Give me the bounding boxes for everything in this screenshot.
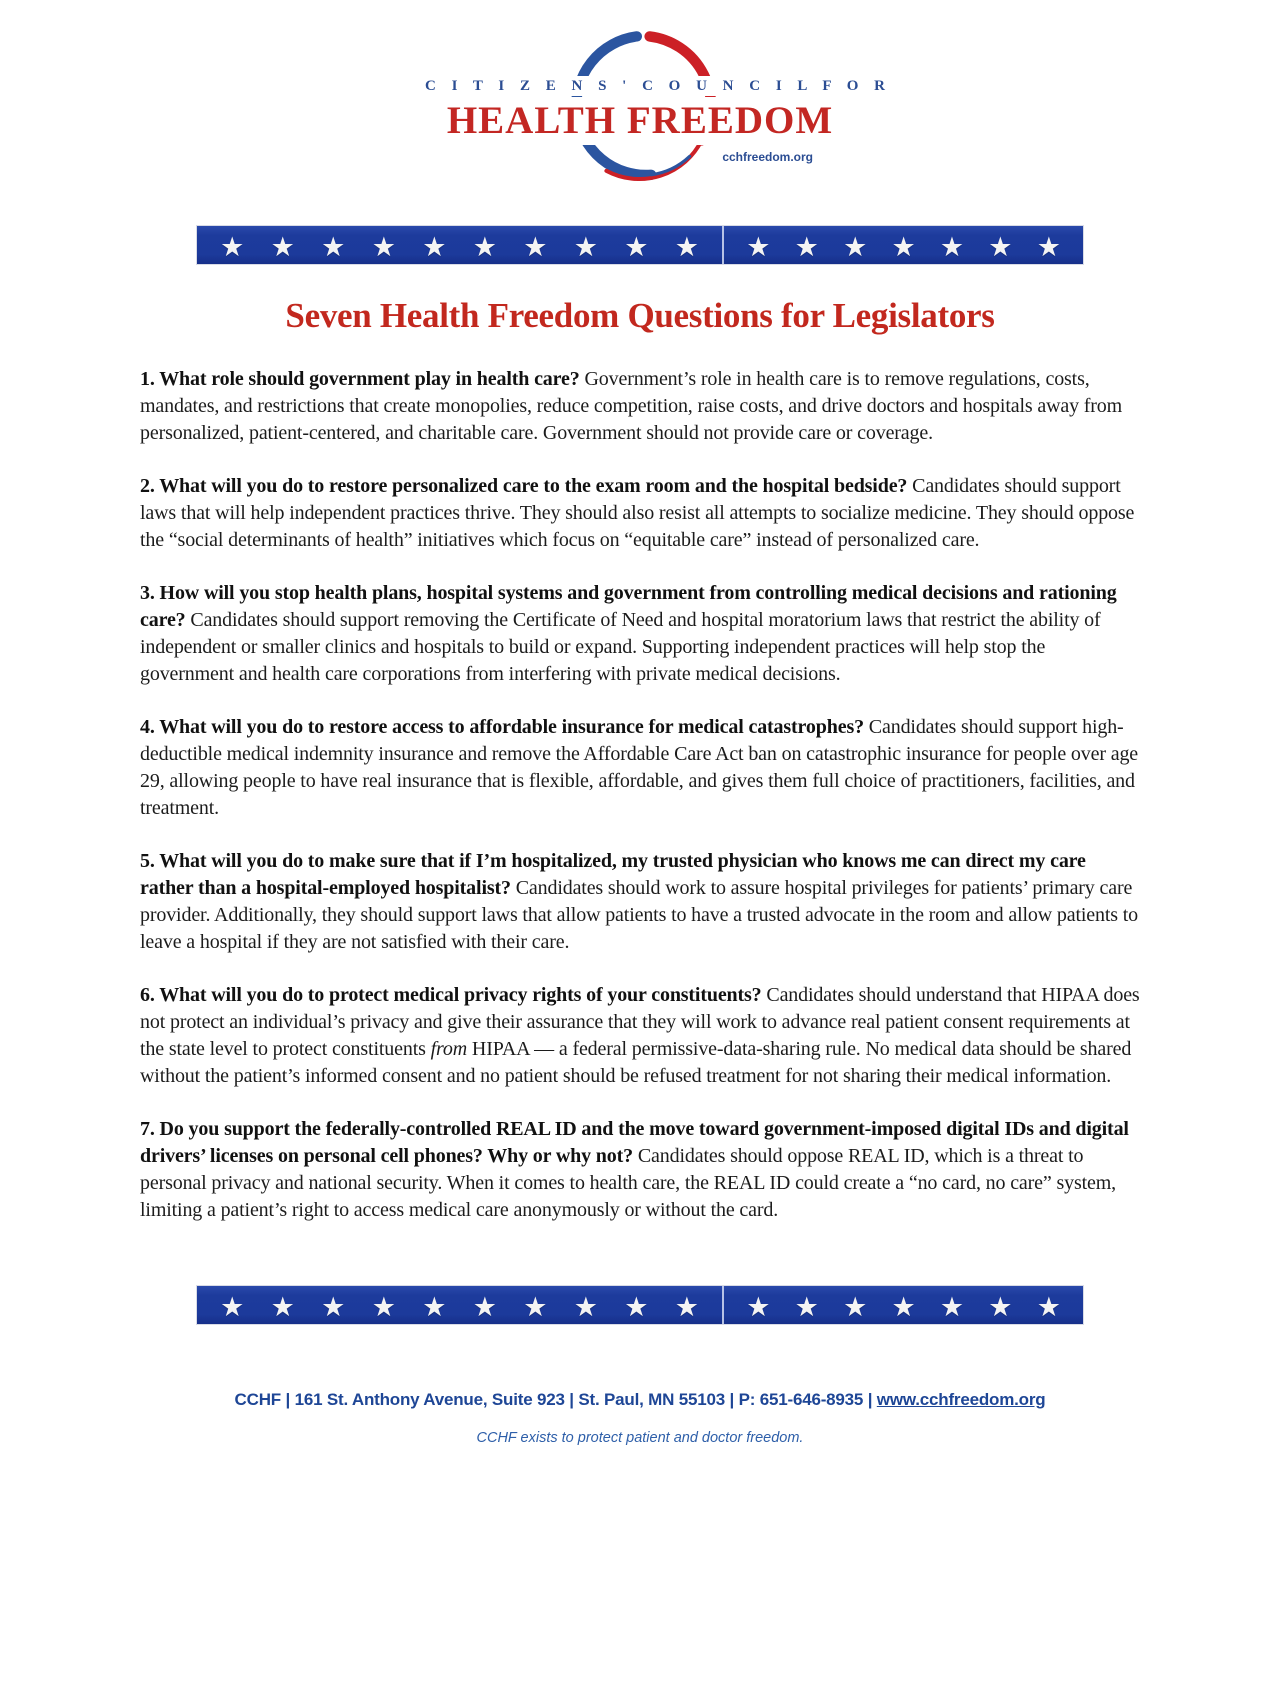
document-body xyxy=(140,366,1140,1224)
question-6-text: 6. What will you do to protect medical privacy rights of your constituents? xyxy=(140,984,762,1006)
star-icon: ★ xyxy=(472,1291,497,1322)
star-icon: ★ xyxy=(573,231,598,262)
footer-contact-line xyxy=(0,1390,1280,1410)
question-5-text: 5. What will you do to make sure that if I’m hospitalized, my trusted physician who knows me can direct my care rather than a hospital-employed hospitalist? xyxy=(140,850,1086,899)
star-icon: ★ xyxy=(746,231,771,262)
star-icon: ★ xyxy=(939,1291,965,1322)
star-banner-right-segment xyxy=(724,226,1083,264)
logo-org-name-top: C I T I Z E N S ' C O U N C I L F O R xyxy=(425,78,891,94)
star-banner-left-segment xyxy=(197,1286,724,1324)
star-icon: ★ xyxy=(1036,1291,1061,1322)
star-icon: ★ xyxy=(794,231,819,262)
star-icon: ★ xyxy=(422,1291,447,1322)
star-icon: ★ xyxy=(624,231,649,262)
star-icon: ★ xyxy=(843,1291,868,1322)
answer-6-italic-word: from xyxy=(430,1038,468,1060)
question-paragraph-2 xyxy=(140,473,1140,554)
question-paragraph-1 xyxy=(140,366,1140,447)
question-paragraph-6 xyxy=(140,982,1140,1090)
star-icon: ★ xyxy=(843,231,868,262)
star-icon: ★ xyxy=(624,1291,649,1322)
star-icon: ★ xyxy=(674,231,699,262)
question-2-text: 2. What will you do to restore personalized care to the exam room and the hospital bedside? xyxy=(140,475,908,497)
question-7-text: 7. Do you support the federally-controlled REAL ID and the move toward government-imposed digital IDs and digital drivers’ licenses on personal cell phones? Why or why not? xyxy=(140,1118,1129,1167)
star-banner-right-segment xyxy=(724,1286,1083,1324)
star-icon: ★ xyxy=(891,231,916,262)
answer-6-text-post: HIPAA — a federal permissive-data-sharing rule. No medical data should be shared without the patient’s informed consent and no patient should be refused treatment for not sharing their medical information. xyxy=(140,1038,1132,1087)
star-icon: ★ xyxy=(746,1291,771,1322)
star-icon: ★ xyxy=(891,1291,916,1322)
answer-3-text: Candidates should support removing the Certificate of Need and hospital moratorium laws that restrict the ability of independent or smaller clinics and hospitals to build or expand. Supporting independent practices will help stop the government and health care corporations from interfering with private medical decisions. xyxy=(140,609,1101,685)
star-icon: ★ xyxy=(1036,231,1061,262)
star-icon: ★ xyxy=(321,1291,346,1322)
star-icon: ★ xyxy=(270,231,295,262)
star-icon: ★ xyxy=(988,231,1013,262)
star-banner-top xyxy=(197,226,1083,264)
star-icon: ★ xyxy=(794,1291,819,1322)
star-icon: ★ xyxy=(523,1291,548,1322)
question-paragraph-3 xyxy=(140,580,1140,688)
answer-1-text: Government’s role in health care is to remove regulations, costs, mandates, and restrictions that create monopolies, reduce competition, raise costs, and drive doctors and hospitals away from personalized, patient-centered, and charitable care. Government should not provide care or coverage. xyxy=(140,368,1123,444)
footer-website-link[interactable]: www.cchfreedom.org xyxy=(876,1390,1046,1409)
question-4-text: 4. What will you do to restore access to affordable insurance for medical catastrophes? xyxy=(140,716,864,738)
star-banner-left-segment xyxy=(197,226,724,264)
logo-website-text: cchfreedom.org xyxy=(717,150,815,165)
star-icon: ★ xyxy=(321,231,346,262)
star-icon: ★ xyxy=(270,1291,295,1322)
star-icon: ★ xyxy=(422,231,447,262)
star-icon: ★ xyxy=(371,231,396,262)
footer-address-text: CCHF | 161 St. Anthony Avenue, Suite 923 | St. Paul, MN 55103 | P: 651-646-8935 | xyxy=(234,1390,877,1409)
question-paragraph-4 xyxy=(140,714,1140,822)
star-icon: ★ xyxy=(220,231,245,262)
star-icon: ★ xyxy=(523,231,548,262)
cchf-logo xyxy=(425,24,891,196)
star-icon: ★ xyxy=(939,231,965,262)
star-banner-bottom xyxy=(197,1286,1083,1324)
star-icon: ★ xyxy=(988,1291,1013,1322)
answer-2-text: Candidates should support laws that will help independent practices thrive. They should also resist all attempts to socialize medicine. They should oppose the “social determinants of health” initiatives which focus on “equitable care” instead of personalized care. xyxy=(140,475,1135,551)
answer-4-text: Candidates should support high- deductible medical indemnity insurance and remove the Affordable Care Act ban on catastrophic insurance for people over age 29, allowing people to have real insurance that is flexible, affordable, and gives them full choice of practitioners, facilities, and treatment. xyxy=(140,716,1139,819)
question-paragraph-5 xyxy=(140,848,1140,956)
page-title: Seven Health Freedom Questions for Legislators xyxy=(285,296,995,335)
answer-7-text: Candidates should oppose REAL ID, which is a threat to personal privacy and national security. When it comes to health care, the REAL ID could create a “no card, no care” system, limiting a patient’s right to access medical care anonymously or without the card. xyxy=(140,1145,1116,1221)
star-icon: ★ xyxy=(371,1291,396,1322)
footer-tagline: CCHF exists to protect patient and doctor freedom. xyxy=(476,1430,804,1446)
question-paragraph-7 xyxy=(140,1116,1140,1224)
question-3-text: 3. How will you stop health plans, hospital systems and government from controlling medical decisions and rationing care? xyxy=(140,582,1117,631)
star-icon: ★ xyxy=(573,1291,598,1322)
question-1-text: 1. What role should government play in health care? xyxy=(140,368,580,390)
answer-5-text: Candidates should work to assure hospital privileges for patients’ primary care provider. Additionally, they should support laws that allow patients to have a trusted advocate in the room and allow patients to leave a hospital if they are not satisfied with their care. xyxy=(140,877,1139,953)
star-icon: ★ xyxy=(220,1291,245,1322)
star-icon: ★ xyxy=(674,1291,699,1322)
answer-6-text-pre: Candidates should understand that HIPAA does not protect an individual’s privacy and give their assurance that they will work to advance real patient consent requirements at the state level to protect constituents xyxy=(140,984,1140,1060)
star-icon: ★ xyxy=(472,231,497,262)
logo-org-name-main: HEALTH FREEDOM xyxy=(425,97,855,145)
